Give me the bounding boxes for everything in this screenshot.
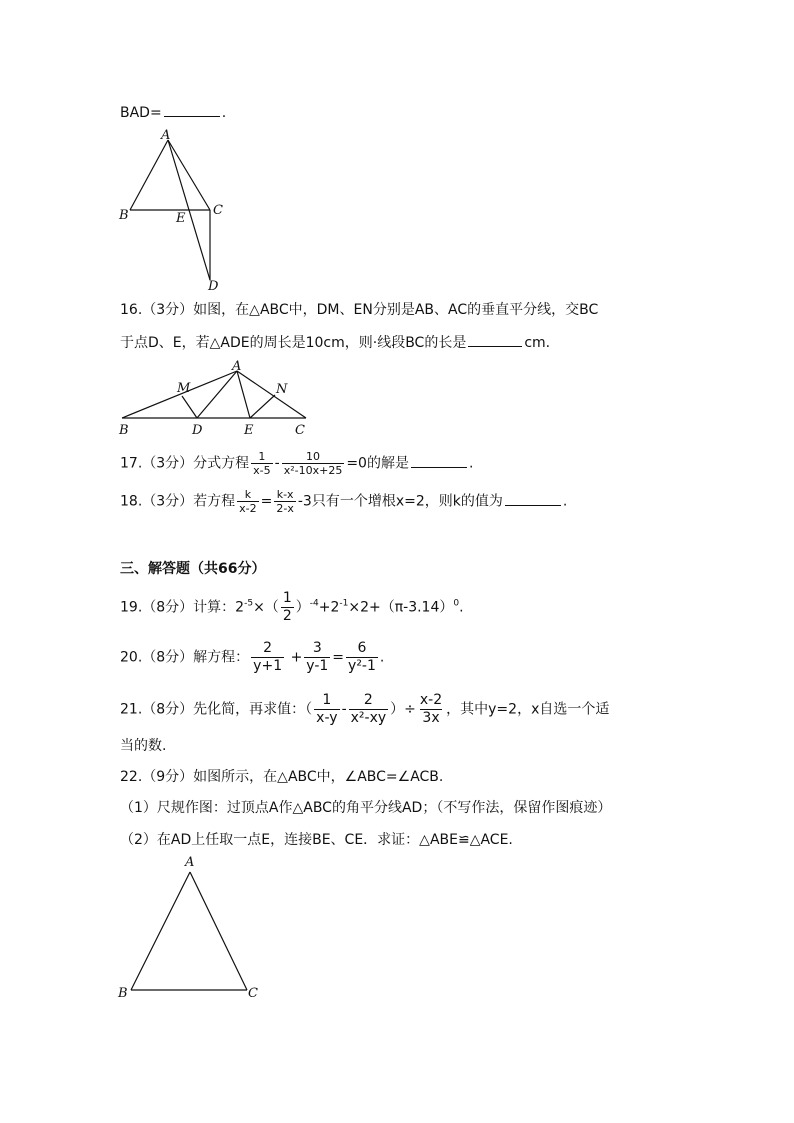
fraction: $\frac{3}{y-1}$ — [306, 640, 329, 674]
q22-part2: （2）在AD上任取一点E，连接BE、CE．求证：△ABE≌△ACE. — [120, 832, 513, 848]
fraction: $\frac{k-x}{2-x}$ — [276, 488, 294, 515]
fraction: $\frac{2}{y+1}$ — [253, 640, 283, 674]
fraction: $\frac{k}{x-2}$ — [239, 488, 257, 515]
q19: 19.（8分）计算：$2^{-5}\times$（ $\frac{1}{2}$ ）$^{-4}+2^{-1}\times 2+(\pi-3.14)^0$. — [120, 590, 464, 624]
section-heading: 三、解答题（共66分） — [120, 561, 266, 577]
q15-tail: BAD= . — [120, 102, 226, 123]
q22: 22.（9分）如图所示，在△ABC中，∠ABC=∠ACB. — [120, 769, 444, 785]
q16-line1: 16.（3分）如图，在△ABC中，DM、EN分别是AB、AC的垂直平分线，交BC — [120, 302, 599, 318]
q21-line1: 21.（8分）先化简，再求值：（ $\frac{1}{x-y}$ - $\frac{2}{\text{x²-xy}}$ ）÷ $\frac{x-2}{3x}$ ，其中y=2，x自选一个适 — [120, 692, 610, 726]
label-C: C — [248, 986, 258, 1001]
fraction: $\frac{1}{2}$ — [282, 590, 292, 624]
fraction: $\frac{x-2}{3x}$ — [419, 692, 443, 726]
q16-line2: 于点D、E，若△ADE的周长是10cm，则·线段BC的长是 cm. — [120, 332, 550, 353]
fraction: $\frac{2}{\text{x²-xy}}$ — [350, 692, 387, 726]
fraction: $\frac{6}{\text{y²-1}}$ — [348, 640, 376, 674]
label-A: A — [232, 359, 242, 374]
label-A: A — [185, 855, 195, 870]
label-B: B — [119, 423, 129, 438]
label-D: D — [208, 279, 219, 294]
label-E: E — [176, 211, 186, 226]
label-C: C — [213, 203, 223, 218]
label-A: A — [161, 128, 171, 143]
fraction: $\frac{1}{x-y}$ — [316, 692, 338, 726]
q21-line2: 当的数. — [120, 738, 167, 754]
label-E: E — [244, 423, 254, 438]
q22-part1: （1）尺规作图：过顶点A作△ABC的角平分线AD；（不写作法，保留作图痕迹） — [120, 800, 612, 816]
label-B: B — [119, 208, 129, 223]
q17: 17.（3分）分式方程 $\frac{1}{x-5}$ - $\frac{10}{\text{x²-10x+25}}$ =0的解是 . — [120, 450, 474, 477]
label-M: M — [177, 381, 191, 396]
fraction: $\frac{10}{\text{x²-10x+25}}$ — [283, 450, 343, 477]
fraction: $\frac{1}{x-5}$ — [253, 450, 271, 477]
label-D: D — [192, 423, 203, 438]
q20: 20.（8分）解方程： $\frac{2}{y+1}$ + $\frac{3}{y-1}$ = $\frac{6}{\text{y²-1}}$ . — [120, 640, 385, 674]
label-N: N — [276, 382, 288, 397]
label-B: B — [118, 986, 128, 1001]
q18: 18.（3分）若方程 $\frac{k}{x-2}$ = $\frac{k-x}{2-x}$ -3只有一个增根x=2，则k的值为 . — [120, 488, 568, 515]
label-C: C — [295, 423, 305, 438]
